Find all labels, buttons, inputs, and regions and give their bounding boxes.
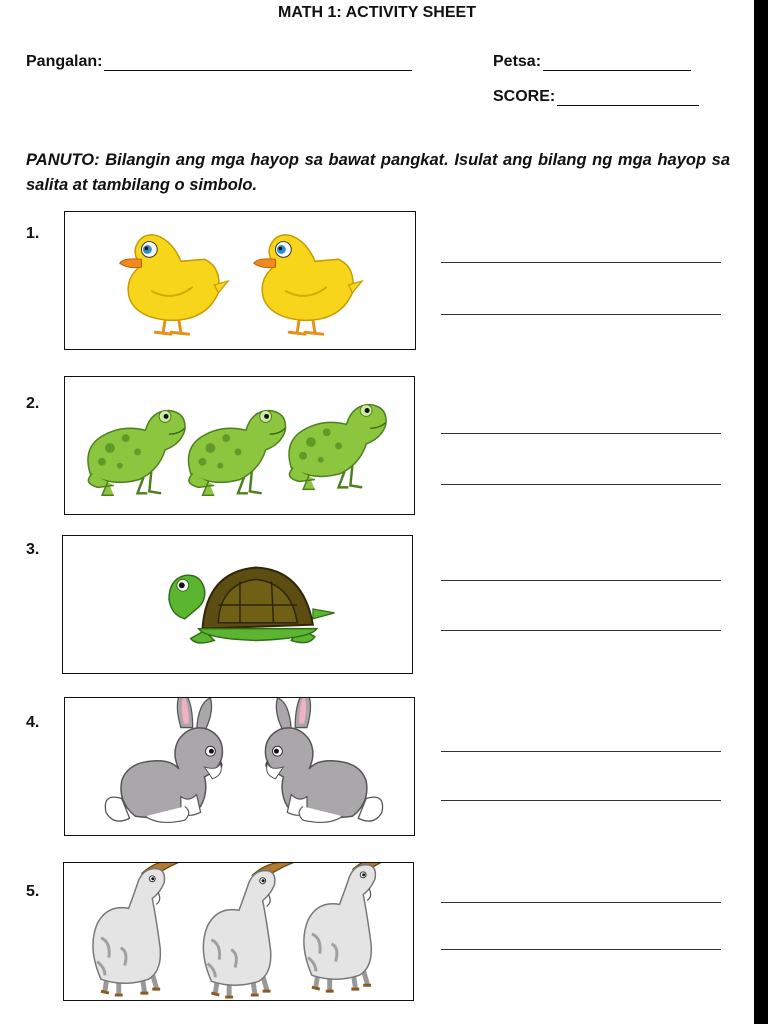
goat-icon xyxy=(93,863,182,995)
score-field xyxy=(493,88,699,106)
picture-box-frogs xyxy=(64,376,415,515)
date-blank[interactable] xyxy=(543,56,691,71)
answer-line-numeral[interactable] xyxy=(441,949,721,950)
frog-group xyxy=(65,377,414,514)
item-number: 3. xyxy=(26,541,40,558)
picture-box-rabbits xyxy=(64,697,415,836)
frog-icon xyxy=(289,405,386,490)
frog-icon xyxy=(188,411,285,496)
score-label: SCORE: xyxy=(493,88,556,105)
goat-icon xyxy=(203,863,292,997)
answer-line-numeral[interactable] xyxy=(441,484,721,485)
name-field xyxy=(26,53,412,71)
instructions: PANUTO: Bilangin ang mga hayop sa bawat pangkat. Isulat ang bilang ng mga hayop sa salita at tambilang o simbolo. xyxy=(26,151,730,194)
score-blank[interactable] xyxy=(557,91,699,106)
date-label: Petsa: xyxy=(493,53,542,70)
item-number: 5. xyxy=(26,883,40,900)
answer-line-numeral[interactable] xyxy=(441,314,721,315)
name-label: Pangalan: xyxy=(26,53,103,70)
answer-line-word[interactable] xyxy=(441,580,721,581)
duck-icon xyxy=(254,235,362,334)
goat-group xyxy=(64,863,413,1000)
answer-line-word[interactable] xyxy=(441,262,721,263)
duck-icon xyxy=(120,235,228,334)
goat-icon xyxy=(304,863,393,991)
item-number: 2. xyxy=(26,395,40,412)
duck-group xyxy=(65,212,415,349)
rabbit-group xyxy=(65,698,414,835)
turtle-icon xyxy=(169,568,335,643)
turtle-group xyxy=(63,536,412,673)
answer-line-numeral[interactable] xyxy=(441,630,721,631)
picture-box-turtle xyxy=(62,535,413,674)
date-field xyxy=(493,53,691,71)
answer-line-word[interactable] xyxy=(441,751,721,752)
picture-box-ducks xyxy=(64,211,416,350)
answer-line-word[interactable] xyxy=(441,433,721,434)
answer-line-numeral[interactable] xyxy=(441,800,721,801)
frog-icon xyxy=(88,411,185,496)
item-number: 1. xyxy=(26,225,40,242)
page-edge xyxy=(754,0,768,1024)
item-number: 4. xyxy=(26,714,40,731)
name-blank[interactable] xyxy=(104,56,412,71)
rabbit-icon xyxy=(265,698,382,822)
answer-line-word[interactable] xyxy=(441,902,721,903)
rabbit-icon xyxy=(105,698,222,822)
picture-box-goats xyxy=(63,862,414,1001)
page-title: MATH 1: ACTIVITY SHEET xyxy=(278,4,476,21)
